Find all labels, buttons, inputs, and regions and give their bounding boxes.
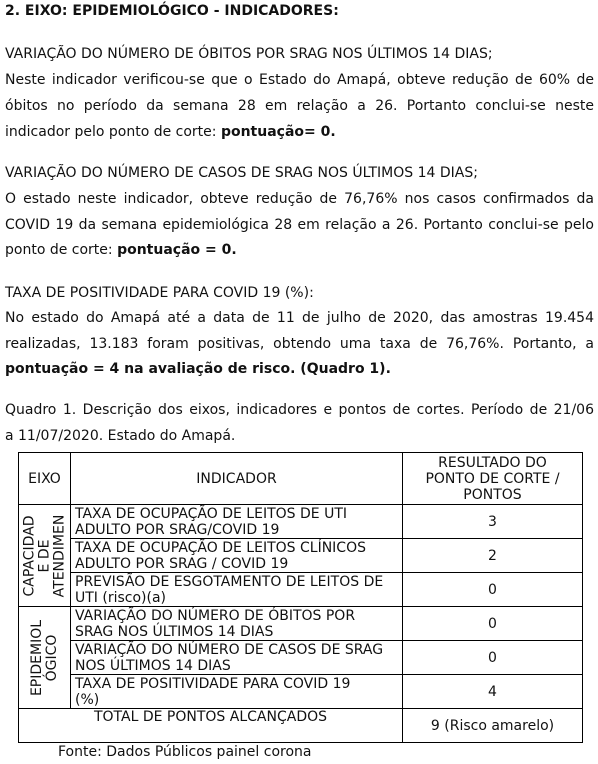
header-resultado-line-2: PONTO DE CORTE / xyxy=(425,470,560,487)
total-label: TOTAL DE PONTOS ALCANÇADOS xyxy=(19,709,403,743)
obitos-line3-text: indicador pelo ponto de corte: xyxy=(5,124,221,140)
eixo-capacidade-line-1: CAPACIDAD xyxy=(21,514,37,597)
score-cell: 3 xyxy=(403,505,583,539)
header-indicador: INDICADOR xyxy=(71,453,403,505)
caption-line-1: Quadro 1. Descrição dos eixos, indicadores e pontos de cortes. Período de 21/06 xyxy=(5,402,594,418)
header-resultado-line-3: PONTOS xyxy=(463,486,522,503)
casos-text-line-3 xyxy=(5,242,594,258)
indicator-line-2: ADULTO POR SRAG/COVID 19 xyxy=(75,521,280,538)
table-row xyxy=(19,607,583,641)
casos-heading: VARIAÇÃO DO NÚMERO DE CASOS DE SRAG NOS ÚLTIMOS 14 DIAS; xyxy=(5,165,478,181)
indicator-line-2: ADULTO POR SRAG / COVID 19 xyxy=(75,555,289,572)
score-cell: 0 xyxy=(403,573,583,607)
casos-score: pontuação = 0. xyxy=(117,242,237,258)
eixo-capacidade-line-3: ATENDIMEN xyxy=(51,514,67,597)
table-row xyxy=(19,573,583,607)
casos-text-line-2: COVID 19 da semana epidemiológica 28 em relação a 26. Portanto conclui-se pelo xyxy=(5,217,594,233)
table-row xyxy=(19,641,583,675)
header-resultado xyxy=(403,453,583,505)
obitos-text-line-3 xyxy=(5,124,594,140)
eixo-epidemiologico-label xyxy=(30,619,60,695)
obitos-text-line-2: óbitos no período da semana 28 em relação a 26. Portanto conclui-se neste xyxy=(5,98,594,114)
casos-text-line-1: O estado neste indicador, obteve redução de 76,76% nos casos confirmados da xyxy=(5,191,594,207)
section-title: 2. EIXO: EPIDEMIOLÓGICO - INDICADORES: xyxy=(5,3,339,19)
indicator-line-1: TAXA DE POSITIVIDADE PARA COVID 19 xyxy=(75,675,351,692)
table-row xyxy=(19,539,583,573)
score-cell: 4 xyxy=(403,675,583,709)
positividade-heading: TAXA DE POSITIVIDADE PARA COVID 19 (%): xyxy=(5,285,314,301)
indicator-line-2: UTI (risco)(a) xyxy=(75,589,167,606)
eixo-capacidade-line-2: E DE xyxy=(36,539,52,572)
eixo-capacidade-cell xyxy=(19,505,71,607)
indicator-cell xyxy=(71,539,403,573)
table-source: Fonte: Dados Públicos painel corona xyxy=(58,744,312,760)
score-cell: 0 xyxy=(403,607,583,641)
indicator-line-2: NOS ÚLTIMOS 14 DIAS xyxy=(75,657,231,674)
caption-line-2: a 11/07/2020. Estado do Amapá. xyxy=(5,428,236,444)
positividade-score: pontuação = 4 na avaliação de risco. (Quadro 1). xyxy=(5,361,391,377)
indicator-line-2: SRAG NOS ÚLTIMOS 14 DIAS xyxy=(75,623,274,640)
table-row xyxy=(19,675,583,709)
eixo-epidemiologico-line-2: ÓGICO xyxy=(43,634,60,681)
eixo-epidemiologico-cell xyxy=(19,607,71,709)
indicator-cell xyxy=(71,675,403,709)
header-resultado-line-1: RESULTADO DO xyxy=(438,454,547,471)
eixo-epidemiologico-line-1: EPIDEMIOL xyxy=(28,619,45,696)
indicator-cell xyxy=(71,607,403,641)
header-eixo: EIXO xyxy=(19,453,71,505)
indicator-line-1: VARIAÇÃO DO NÚMERO DE CASOS DE SRAG xyxy=(75,641,384,658)
score-cell: 0 xyxy=(403,641,583,675)
indicator-line-1: PREVISÃO DE ESGOTAMENTO DE LEITOS DE xyxy=(75,573,384,590)
positividade-text-line-2: realizadas, 13.183 foram positivas, obtendo uma taxa de 76,76%. Portanto, a xyxy=(5,336,594,352)
obitos-text-line-1: Neste indicador verificou-se que o Estado do Amapá, obteve redução de 60% de xyxy=(5,72,594,88)
total-value: 9 (Risco amarelo) xyxy=(403,709,583,743)
obitos-score: pontuação= 0. xyxy=(220,124,336,140)
table-header-row xyxy=(19,453,583,505)
indicator-line-1: TAXA DE OCUPAÇÃO DE LEITOS CLÍNICOS xyxy=(75,539,366,556)
indicator-cell xyxy=(71,573,403,607)
table-row xyxy=(19,505,583,539)
obitos-heading: VARIAÇÃO DO NÚMERO DE ÓBITOS POR SRAG NOS ÚLTIMOS 14 DIAS; xyxy=(5,46,493,62)
positividade-text-line-1: No estado do Amapá até a data de 11 de julho de 2020, das amostras 19.454 xyxy=(5,310,594,326)
eixo-capacidade-label xyxy=(22,514,67,597)
indicator-line-1: VARIAÇÃO DO NÚMERO DE ÓBITOS POR xyxy=(75,607,356,624)
score-cell: 2 xyxy=(403,539,583,573)
indicator-cell xyxy=(71,505,403,539)
indicators-table xyxy=(18,452,583,743)
indicator-line-2: (%) xyxy=(75,691,100,708)
indicator-line-1: TAXA DE OCUPAÇÃO DE LEITOS DE UTI xyxy=(75,505,347,522)
table-total-row xyxy=(19,709,583,743)
casos-line3-text: ponto de corte: xyxy=(5,242,118,258)
indicator-cell xyxy=(71,641,403,675)
